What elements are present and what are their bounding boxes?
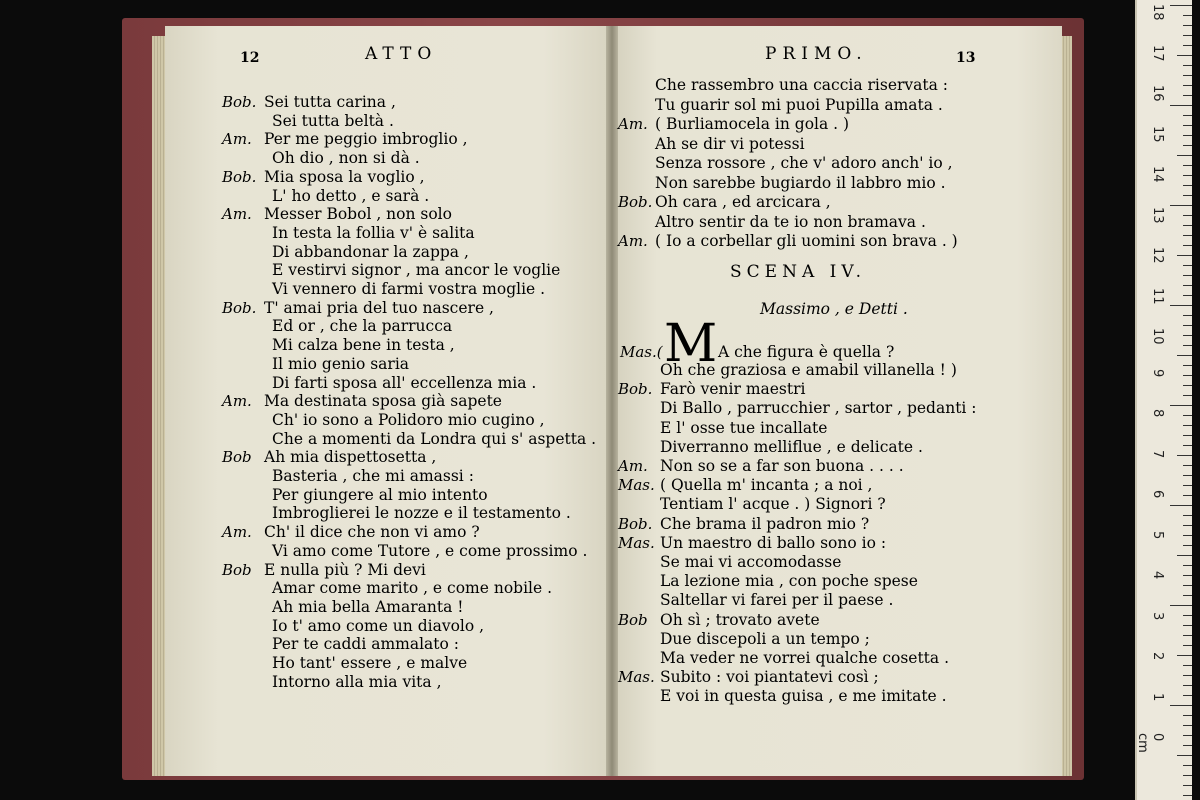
ruler-number: 15: [1150, 125, 1165, 143]
verse-line: L' ho detto , e sarà .: [272, 186, 430, 205]
verse-line: In testa la follia v' è salita: [272, 223, 475, 242]
verse-line: ( Io a corbellar gli uomini son brava . ): [655, 232, 958, 250]
verse-line: Non so se a far son buona . . . .: [660, 457, 904, 475]
verse-line: Oh sì ; trovato avete: [660, 610, 820, 629]
verse-line: Per giungere al mio intento: [272, 485, 488, 504]
ruler-number: 14: [1150, 166, 1165, 183]
speaker-label: Am.: [618, 232, 648, 250]
verse-line: La lezione mia , con poche spese: [660, 572, 918, 591]
ruler-tick: [1170, 105, 1192, 106]
verse-line: Basteria , che mi amassi :: [272, 467, 474, 485]
ruler-number: 3: [1150, 611, 1165, 620]
ruler-tick: [1183, 525, 1192, 526]
ruler-tick: [1183, 175, 1192, 176]
verse-line: Diverranno melliflue , e delicate .: [660, 437, 923, 456]
verse-line: Vi vennero di farmi vostra moglie .: [272, 280, 546, 298]
ruler-tick: [1183, 315, 1192, 316]
verse-line: Che rassembro una caccia riservata :: [655, 76, 949, 94]
speaker-label: Bob.: [618, 514, 653, 533]
ruler-tick: [1183, 235, 1192, 236]
ruler-tick: [1183, 485, 1192, 486]
verse-line: Farò venir maestri: [660, 380, 806, 399]
ruler-number: 4: [1150, 571, 1165, 580]
ruler-tick: [1183, 265, 1192, 266]
verse-line: Sei tutta carina ,: [264, 93, 396, 111]
speaker-label: Am.: [222, 205, 252, 224]
verse-line: Sei tutta beltà .: [272, 111, 394, 130]
ruler-tick: [1170, 405, 1192, 406]
verse-line: Messer Bobol , non solo: [264, 205, 452, 224]
speaker-label: Bob.: [222, 298, 257, 317]
ruler-tick: [1183, 695, 1192, 696]
verse-line: Oh cara , ed arcicara ,: [655, 193, 831, 211]
right-folio: 13: [956, 50, 976, 66]
ruler-number: 1: [1150, 692, 1165, 701]
ruler-tick: [1183, 535, 1192, 536]
speaker-label: Mas.: [618, 533, 655, 552]
verse-line: E nulla più ? Mi devi: [264, 560, 426, 579]
ruler-tick: [1183, 465, 1192, 466]
ruler-tick: [1183, 115, 1192, 116]
ruler-tick: [1183, 715, 1192, 716]
verse-line: Ed or , che la parrucca: [272, 317, 453, 336]
verse-line: Mi calza bene in testa ,: [272, 336, 455, 355]
ruler-tick: [1183, 335, 1192, 336]
ruler-number: 6: [1150, 490, 1165, 499]
ruler-tick: [1183, 585, 1192, 586]
verse-line: Per te caddi ammalato :: [272, 635, 460, 654]
speaker-label: Mas.: [618, 668, 655, 687]
ruler-tick: [1183, 165, 1192, 166]
verse-line: Senza rossore , che v' adoro anch' io ,: [655, 154, 953, 172]
ruler-tick: [1170, 705, 1192, 706]
ruler-tick: [1183, 735, 1192, 736]
verse-line: Non sarebbe bugiardo il labbro mio .: [655, 173, 946, 192]
verse-line: A che figura è quella ?: [718, 343, 895, 361]
verse-line: Tu guarir sol mi puoi Pupilla amata .: [655, 95, 943, 114]
verse-line: Altro sentir da te io non bramava .: [655, 212, 926, 231]
ruler-tick: [1183, 45, 1192, 46]
ruler-number: 13: [1150, 206, 1165, 224]
scene-cast: Massimo , e Detti .: [760, 300, 908, 318]
speaker-label: Bob.: [618, 380, 653, 399]
ruler-tick: [1183, 195, 1192, 196]
ruler-tick: [1183, 625, 1192, 626]
ruler-tick: [1183, 425, 1192, 426]
verse-line: Mia sposa la voglio ,: [264, 167, 425, 186]
ruler-tick: [1183, 345, 1192, 346]
ruler-tick: [1183, 15, 1192, 16]
verse-line: Oh dio , non si dà .: [272, 149, 420, 168]
ruler-tick: [1183, 375, 1192, 376]
left-folio: 12: [240, 50, 260, 66]
ruler-tick: [1177, 155, 1192, 156]
ruler-number: 12: [1150, 247, 1165, 264]
ruler-tick: [1183, 645, 1192, 646]
speaker-label: Am.: [618, 457, 648, 475]
ruler-number: 7: [1150, 449, 1165, 458]
ruler-tick: [1183, 765, 1192, 766]
ruler-tick: [1183, 545, 1192, 546]
ruler-tick: [1183, 385, 1192, 386]
speaker-label: Bob.: [618, 193, 653, 211]
right-running-head: PRIMO.: [765, 44, 868, 64]
verse-line: Subito : voi piantatevi così ;: [660, 668, 879, 687]
ruler-tick: [1183, 225, 1192, 226]
verse-line: Due discepoli a un tempo ;: [660, 629, 870, 648]
ruler-tick: [1183, 575, 1192, 576]
verse-line: Per me peggio imbroglio ,: [264, 130, 468, 149]
verse-line: Imbroglierei le nozze e il testamento .: [272, 504, 571, 523]
verse-line: ( Burliamocela in gola . ): [655, 115, 850, 133]
verse-line: ( Quella m' incanta ; a noi ,: [660, 476, 873, 495]
ruler-tick: [1183, 415, 1192, 416]
ruler-number: 0 cm: [1135, 733, 1165, 753]
scene-title: SCENA IV.: [730, 262, 867, 282]
drop-cap: M: [664, 314, 718, 374]
ruler-tick: [1183, 365, 1192, 366]
verse-line: Di abbandonar la zappa ,: [272, 242, 469, 261]
ruler-tick: [1177, 455, 1192, 456]
ruler-number: 10: [1150, 328, 1165, 345]
left-running-head: ATTO: [365, 44, 438, 64]
verse-line: Che a momenti da Londra qui s' aspetta .: [272, 429, 597, 448]
ruler-tick: [1183, 85, 1192, 86]
speaker-label: Bob: [222, 448, 252, 467]
ruler-number: 8: [1150, 409, 1165, 418]
measuring-ruler: [1135, 0, 1192, 800]
verse-line: Se mai vi accomodasse: [660, 553, 842, 571]
verse-line: Tentiam l' acque . ) Signori ?: [660, 495, 886, 514]
ruler-tick: [1183, 595, 1192, 596]
ruler-tick: [1183, 125, 1192, 126]
verse-line: Ah se dir vi potessi: [655, 134, 805, 153]
speaker-label: Bob: [618, 610, 648, 629]
ruler-tick: [1183, 785, 1192, 786]
speaker-label: Am.: [222, 523, 252, 542]
ruler-tick: [1183, 635, 1192, 636]
ruler-tick: [1177, 355, 1192, 356]
ruler-tick: [1183, 325, 1192, 326]
ruler-tick: [1183, 475, 1192, 476]
ruler-number: 16: [1150, 85, 1165, 102]
ruler-tick: [1183, 495, 1192, 496]
verse-line: Che brama il padron mio ?: [660, 514, 870, 533]
ruler-tick: [1183, 725, 1192, 726]
ruler-tick: [1183, 275, 1192, 276]
ruler-tick: [1177, 555, 1192, 556]
ruler-tick: [1183, 215, 1192, 216]
ruler-tick: [1183, 445, 1192, 446]
book-gutter: [606, 26, 618, 776]
ruler-tick: [1183, 435, 1192, 436]
ruler-tick: [1183, 745, 1192, 746]
ruler-tick: [1183, 795, 1192, 796]
verse-line: E l' osse tue incallate: [660, 418, 828, 437]
speaker-label: Bob: [222, 560, 252, 579]
ruler-tick: [1183, 245, 1192, 246]
ruler-number: 11: [1150, 287, 1165, 305]
verse-line: E voi in questa guisa , e me imitate .: [660, 687, 947, 706]
ruler-tick: [1177, 55, 1192, 56]
ruler-tick: [1183, 615, 1192, 616]
verse-line: Il mio genio saria: [272, 354, 410, 373]
verse-line: Un maestro di ballo sono io :: [660, 533, 887, 552]
speaker-label: Bob.: [222, 167, 257, 186]
speaker-label: Mas.(: [620, 343, 663, 361]
ruler-tick: [1177, 755, 1192, 756]
verse-line: Io t' amo come un diavolo ,: [272, 616, 485, 635]
ruler-tick: [1183, 285, 1192, 286]
verse-line: Saltellar vi farei per il paese .: [660, 591, 894, 610]
ruler-tick: [1170, 605, 1192, 606]
verse-line: Ch' il dice che non vi amo ?: [264, 523, 480, 542]
ruler-tick: [1183, 395, 1192, 396]
speaker-label: Mas.: [618, 476, 655, 495]
speaker-label: Am.: [222, 130, 252, 149]
ruler-tick: [1177, 255, 1192, 256]
verse-line: Ch' io sono a Polidoro mio cugino ,: [272, 410, 545, 429]
ruler-number: 17: [1150, 44, 1165, 62]
ruler-tick: [1183, 665, 1192, 666]
ruler-tick: [1183, 515, 1192, 516]
verse-line: Ho tant' essere , e malve: [272, 654, 468, 672]
ruler-tick: [1183, 65, 1192, 66]
verse-line: Di farti sposa all' eccellenza mia .: [272, 373, 537, 392]
verse-line: Ma veder ne vorrei qualche cosetta .: [660, 649, 950, 667]
ruler-tick: [1183, 25, 1192, 26]
speaker-label: Am.: [618, 115, 648, 133]
ruler-tick: [1183, 685, 1192, 686]
verse-line: Ah mia dispettosetta ,: [264, 448, 437, 467]
ruler-number: 2: [1150, 652, 1165, 661]
verse-line: Oh che graziosa e amabil villanella ! ): [660, 361, 957, 379]
ruler-tick: [1183, 35, 1192, 36]
ruler-tick: [1183, 675, 1192, 676]
ruler-number: 9: [1150, 368, 1165, 377]
ruler-tick: [1183, 145, 1192, 146]
ruler-tick: [1183, 75, 1192, 76]
ruler-tick: [1183, 775, 1192, 776]
verse-line: E vestirvi signor , ma ancor le voglie: [272, 261, 561, 280]
ruler-number: 5: [1150, 530, 1165, 539]
ruler-tick: [1183, 295, 1192, 296]
ruler-number: 18: [1150, 4, 1165, 21]
ruler-tick: [1177, 655, 1192, 656]
verse-line: T' amai pria del tuo nascere ,: [264, 298, 494, 317]
verse-line: Di Ballo , parrucchier , sartor , pedanti :: [660, 399, 977, 418]
ruler-tick: [1183, 135, 1192, 136]
speaker-label: Am.: [222, 392, 252, 411]
ruler-tick: [1170, 305, 1192, 306]
ruler-tick: [1183, 95, 1192, 96]
verse-line: Vi amo come Tutore , e come prossimo .: [272, 541, 588, 560]
verse-line: Ah mia bella Amaranta !: [272, 597, 464, 616]
verse-line: Ma destinata sposa già sapete: [264, 392, 502, 411]
ruler-tick: [1170, 505, 1192, 506]
ruler-tick: [1170, 205, 1192, 206]
ruler-tick: [1183, 565, 1192, 566]
verse-line: Intorno alla mia vita ,: [272, 672, 442, 691]
verse-line: Amar come marito , e come nobile .: [272, 579, 553, 598]
ruler-tick: [1183, 185, 1192, 186]
ruler-tick: [1170, 5, 1192, 6]
speaker-label: Bob.: [222, 93, 257, 111]
